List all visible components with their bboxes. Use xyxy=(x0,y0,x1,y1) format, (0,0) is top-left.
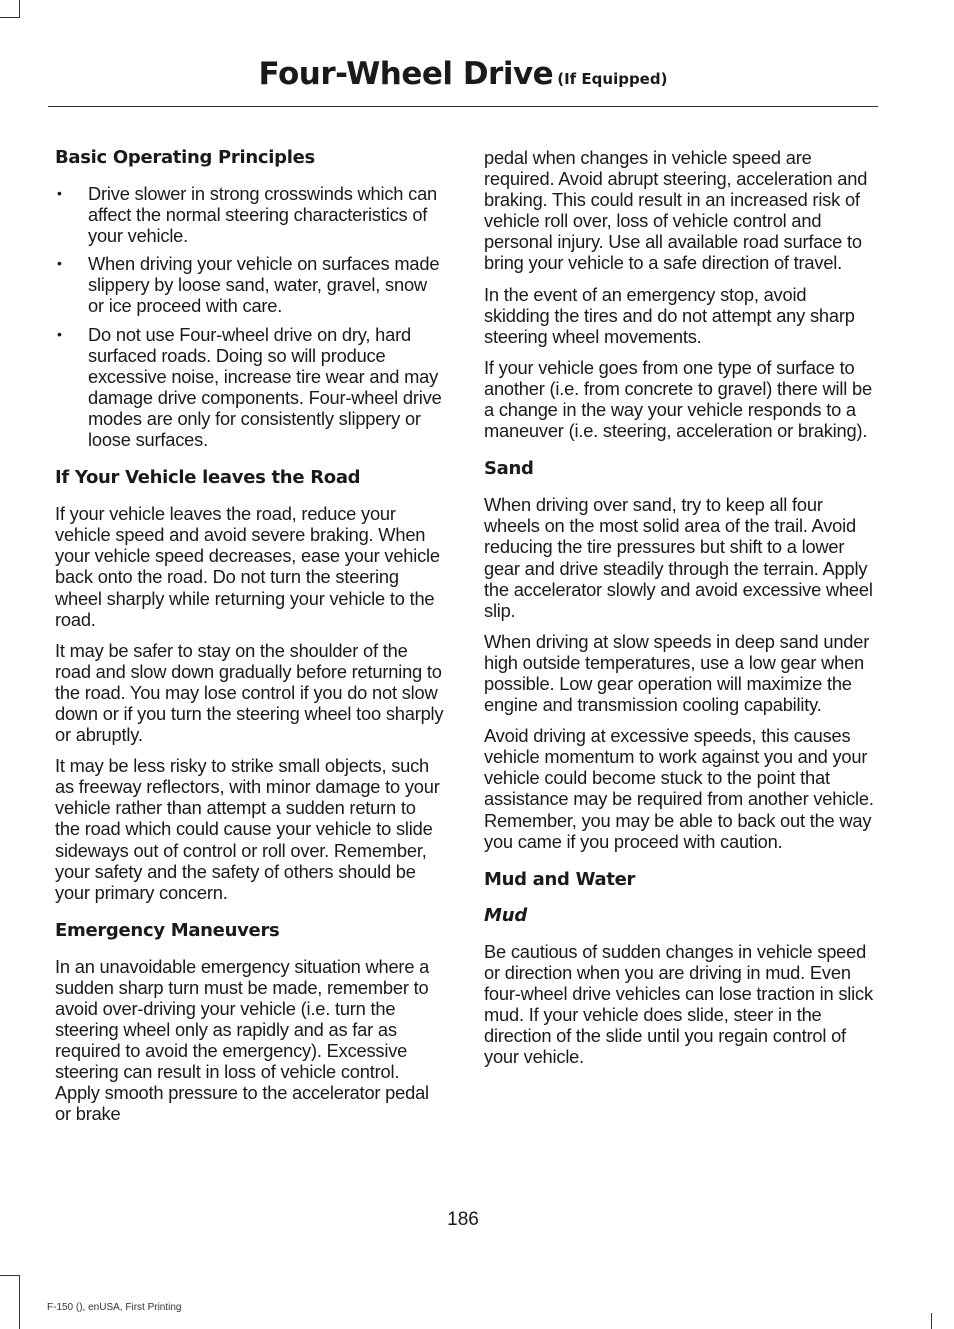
page-number: 186 xyxy=(447,1209,479,1230)
paragraph: It may be safer to stay on the shoulder of the road and slow down gradually before returning to the road. You may lose control if you do not slow down or if you turn the steering wheel too sharply or abruptly. xyxy=(55,639,444,746)
page-title xyxy=(48,56,878,92)
print-footer: F-150 (), enUSA, First Printing xyxy=(47,1302,182,1313)
left-column xyxy=(55,147,445,1125)
paragraph: In the event of an emergency stop, avoid skidding the tires and do not attempt any sharp steering wheel movements. xyxy=(484,283,855,347)
paragraph: When driving over sand, try to keep all four wheels on the most solid area of the trail. Avoid reducing the tire pressures but shift to a lower gear and drive steadily through the terrain. Apply the accelerator slowly and avoid excessive wheel slip. xyxy=(484,494,873,621)
list-item: • Drive slower in strong crosswinds which can affect the normal steering characteristics of your vehicle. xyxy=(55,183,445,246)
crop-mark xyxy=(19,1275,20,1329)
paragraph: If your vehicle goes from one type of surface to another (i.e. from concrete to gravel) there will be a change in the way your vehicle responds to a maneuver (i.e. steering, acceleration or braking). xyxy=(484,356,872,442)
page-header xyxy=(48,56,878,107)
heading-mud-and-water: Mud and Water xyxy=(484,868,636,890)
heading-sand: Sand xyxy=(484,458,534,480)
paragraph: Avoid driving at excessive speeds, this causes vehicle momentum to work against you and your vehicle could become stuck to the point that assistance may be required from another vehicle. Remember, you may be able to back out the way you came if you proceed with caution. xyxy=(484,725,874,852)
heading-emergency-maneuvers: Emergency Maneuvers xyxy=(55,919,280,941)
paragraph: If your vehicle leaves the road, reduce your vehicle speed and avoid severe braking. When your vehicle speed decreases, ease your vehicle back onto the road. Do not turn the steering wheel sharply while returning your vehicle to the road. xyxy=(55,503,440,630)
bullet-list xyxy=(55,183,445,450)
right-column xyxy=(484,147,874,1067)
list-item: • When driving your vehicle on surfaces made slippery by loose sand, water, gravel, snow or ice proceed with care. xyxy=(55,253,445,316)
paragraph: Be cautious of sudden changes in vehicle speed or direction when you are driving in mud. Even four-wheel drive vehicles can lose traction in slick mud. If your vehicle does slide, steer in the direction of the slide until you regain control of your vehicle. xyxy=(484,940,873,1068)
crop-mark xyxy=(931,1313,932,1329)
crop-mark xyxy=(19,0,20,18)
list-item: • Do not use Four-wheel drive on dry, hard surfaced roads. Doing so will produce excessive noise, increase tire wear and may damage drive components. Four-wheel drive modes are only for consistently slippery or loose surfaces. xyxy=(55,324,445,451)
crop-mark xyxy=(0,17,19,18)
paragraph: When driving at slow speeds in deep sand under high outside temperatures, use a low gear when possible. Low gear operation will maximize the engine and transmission cooling capability. xyxy=(484,630,870,716)
paragraph: pedal when changes in vehicle speed are required. Avoid abrupt steering, acceleration and braking. This could result in an increased risk of vehicle roll over, loss of vehicle control and personal injury. Use all available road surface to bring your vehicle to a safe direction of travel. xyxy=(484,147,868,274)
paragraph: It may be less risky to strike small objects, such as freeway reflectors, with minor damage to your vehicle rather than attempt a sudden return to the road which could cause your vehicle to slide sideways out of control or roll over. Remember, your safety and the safety of others should be your primary concern. xyxy=(55,755,440,903)
heading-basic-operating-principles: Basic Operating Principles xyxy=(55,147,315,168)
subheading-mud: Mud xyxy=(484,904,528,926)
title-text: Four-Wheel Drive xyxy=(258,56,554,92)
paragraph: In an unavoidable emergency situation where a sudden sharp turn must be made, remember to avoid over-driving your vehicle (i.e. turn the steering wheel only as rapidly and as far as required to avoid the emergency). Excessive steering can result in loss of vehicle control. Apply smooth pressure to the accelerator pedal or brake xyxy=(55,955,430,1125)
crop-mark xyxy=(0,1275,19,1276)
title-subtitle: (If Equipped) xyxy=(557,70,668,88)
heading-vehicle-leaves-road: If Your Vehicle leaves the Road xyxy=(55,467,361,489)
